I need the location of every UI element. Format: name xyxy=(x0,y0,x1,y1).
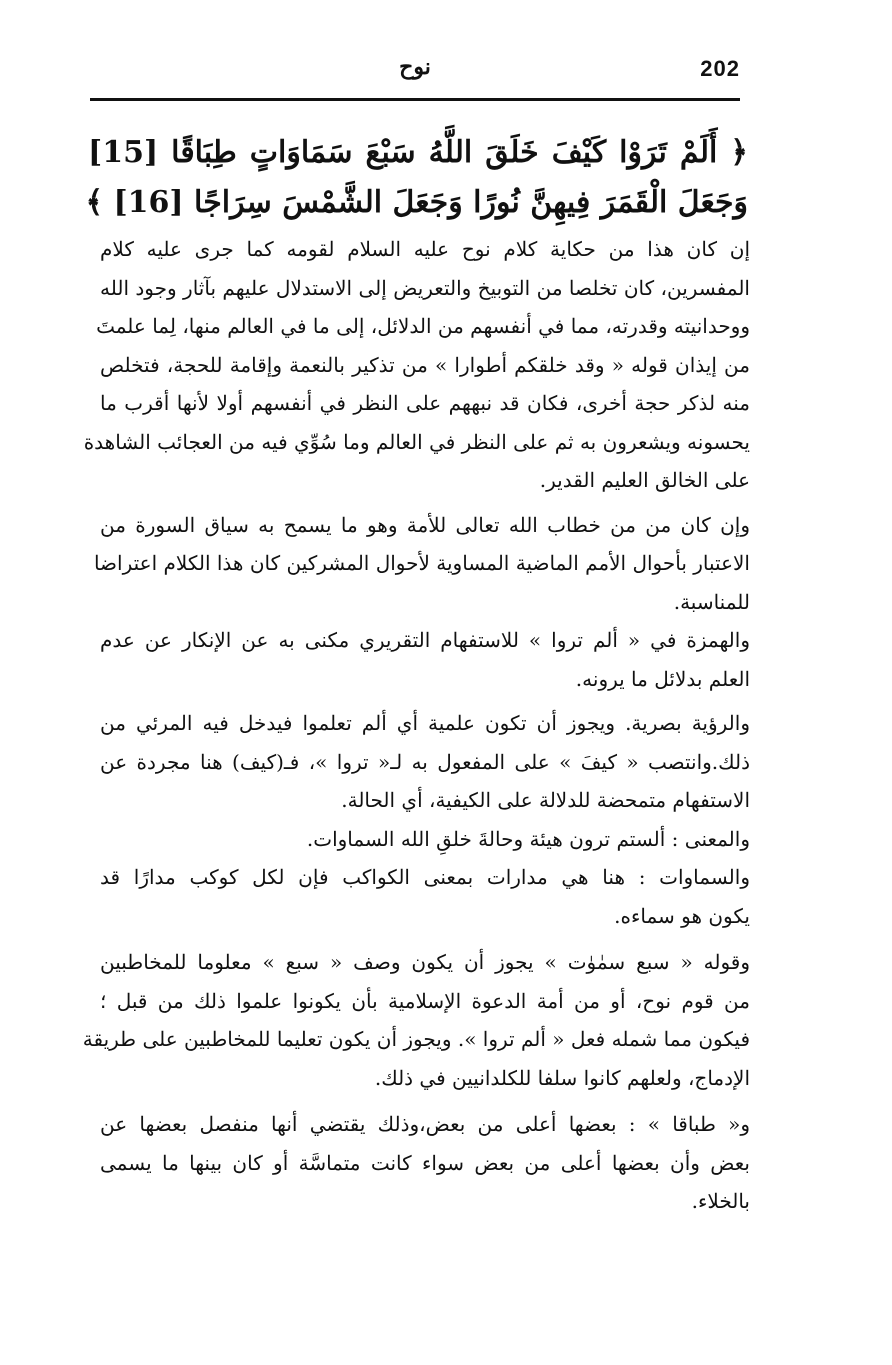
text-line: للمناسبة. xyxy=(673,589,750,614)
text-line: وإن كان من من خطاب الله تعالى للأمة وهو ما يسمح به سياق السورة من xyxy=(100,512,750,537)
page-header xyxy=(90,52,740,101)
running-title: نوح xyxy=(399,54,431,80)
text-line: والسماوات : هنا هي مدارات بمعنى الكواكب فإن لكل كوكب مدارًا قد xyxy=(100,865,750,889)
paragraph xyxy=(82,943,750,1097)
text-line: منه لذكر حجة أخرى، فكان قد نبههم على النظر في أنفسهم أولا لأنها أقرب ما xyxy=(100,391,750,415)
text-line: بعض وأن بعضها أعلى من بعض سواء كانت متماسَّة أو كان بينها ما يسمى xyxy=(100,1150,750,1175)
text-line: الإدماج، ولعلهم كانوا سلفا للكلدانيين في ذلك. xyxy=(374,1065,750,1090)
paragraph xyxy=(100,1105,750,1221)
text-line: العلم بدلائل ما يرونه. xyxy=(575,666,750,691)
text-line: الاستفهام متمحضة للدلالة على الكيفية، أي الحالة. xyxy=(341,788,750,812)
text-line: ووحدانيته وقدرته، مما في أنفسهم من الدلائل، إلى ما في العالم منها، لِما علمتَ xyxy=(96,314,750,338)
text-line: المفسرين، كان تخلصا من التوبيخ والتعريض إلى الاستدلال عليهم بآثار وجود الله xyxy=(100,275,750,300)
commentary-text xyxy=(82,230,750,1221)
page-number: 202 xyxy=(700,56,740,81)
paragraph xyxy=(100,621,750,698)
quran-verse-block xyxy=(85,128,748,228)
text-line: بالخلاء. xyxy=(691,1189,750,1213)
text-line: والهمزة في « ألم تروا » للاستفهام التقريري مكنى به عن الإنكار عن عدم xyxy=(100,628,750,652)
text-line: و« طباقا » : بعضها أعلى من بعض،وذلك يقتضي أنها منفصل بعضها عن xyxy=(100,1112,750,1136)
paragraph xyxy=(100,820,750,859)
paragraph xyxy=(100,704,750,820)
text-line: فيكون مما شمله فعل « ألم تروا ». ويجوز أن يكون تعليما للمخاطبين على طريقة xyxy=(82,1027,750,1051)
text-line: وقوله « سبع سمٰوٰت » يجوز أن يكون وصف « سبع » معلوما للمخاطبين xyxy=(100,950,750,974)
paragraph xyxy=(93,506,750,622)
text-line: يكون هو سماءه. xyxy=(614,903,750,928)
text-line: والرؤية بصرية. ويجوز أن تكون علمية أي ألم تعلموا فيدخل فيه المرئي من xyxy=(100,711,750,735)
text-line: من إيذان قوله « وقد خلقكم أطوارا » من تذكير بالنعمة وإقامة للحجة، فتخلص xyxy=(100,352,750,377)
text-line: يحسونه ويشعرون به ثم على النظر في العالم وما سُوِّي فيه من العجائب الشاهدة xyxy=(83,429,750,454)
text-line: من قوم نوح، أو من أمة الدعوة الإسلامية بأن يكونوا علموا ذلك من قبل ؛ xyxy=(100,988,750,1013)
paragraph xyxy=(100,858,750,935)
text-line: ذلك.وانتصب « كيفَ » على المفعول به لـ« تروا »، فـ(كيف) هنا مجردة عن xyxy=(100,749,750,774)
text-line: والمعنى : ألستم ترون هيئة وحالةَ خلقِ الله السماوات. xyxy=(306,826,750,851)
paragraph xyxy=(83,230,750,500)
text-line: إن كان هذا من حكاية كلام نوح عليه السلام لقومه كما جرى عليه كلام xyxy=(100,237,750,261)
text-line: على الخالق العليم القدير. xyxy=(539,468,750,492)
verse-line: وَجَعَلَ الْقَمَرَ فِيهِنَّ نُورًا وَجَعَلَ الشَّمْسَ سِرَاجًا [16] ﴾ xyxy=(85,185,748,220)
verse-line: ﴿ أَلَمْ تَرَوْا كَيْفَ خَلَقَ اللَّهُ سَبْعَ سَمَاوَاتٍ طِبَاقًا [15] xyxy=(88,135,748,170)
text-line: الاعتبار بأحوال الأمم الماضية المساوية لأحوال المشركين كان هذا الكلام اعتراضا xyxy=(93,551,750,575)
